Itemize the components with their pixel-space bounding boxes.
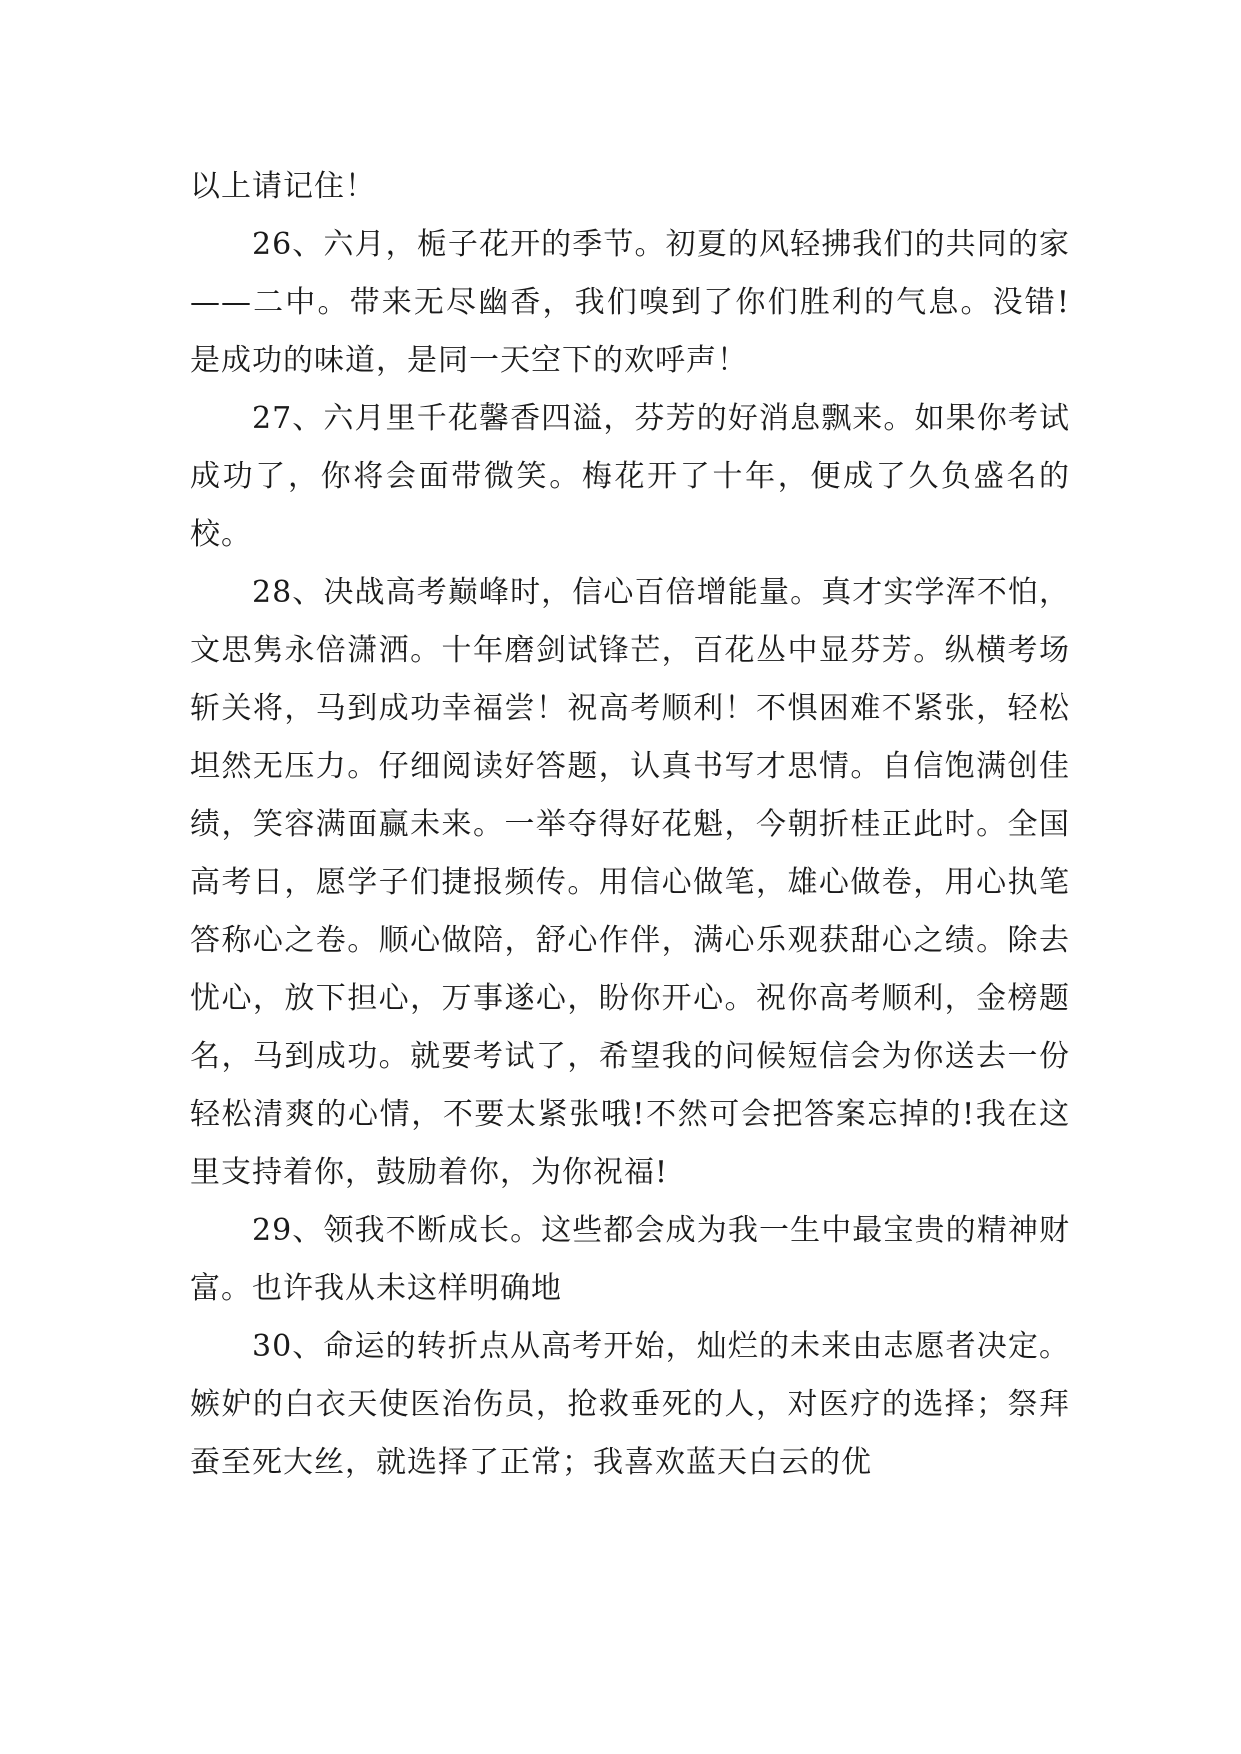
paragraph-closing-line: 以上请记住！ (190, 169, 376, 204)
paragraph-item-29: 29、领我不断成长。这些都会成为我一生中最宝贵的精神财富。也许我从未这样明确地 (190, 1213, 1070, 1306)
paragraph-item-27: 27、六月里千花馨香四溢，芬芳的好消息飘来。如果你考试成功了，你将会面带微笑。梅花开了十年，便成了久负盛名的校。 (190, 401, 1070, 552)
paragraph-item-28: 28、决战高考巅峰时，信心百倍增能量。真才实学浑不怕，文思隽永倍潇洒。十年磨剑试锋芒，百花丛中显芬芳。纵横考场斩关将，马到成功幸福尝！祝高考顺利！不惧困难不紧张，轻松坦然无压力。仔细阅读好答题，认真书写才思情。自信饱满创佳绩，笑容满面赢未来。一举夺得好花魁，今朝折桂正此时。全国高考日，愿学子们捷报频传。用信心做笔，雄心做卷，用心执笔答称心之卷。顺心做陪，舒心作伴，满心乐观获甜心之绩。除去忧心，放下担心，万事遂心，盼你开心。祝你高考顺利，金榜题名，马到成功。就要考试了，希望我的问候短信会为你送去一份轻松清爽的心情，不要太紧张哦!不然可会把答案忘掉的!我在这里支持着你，鼓励着你，为你祝福! (190, 575, 1070, 1190)
paragraph-item-26: 26、六月，栀子花开的季节。初夏的风轻拂我们的共同的家——二中。带来无尽幽香，我们嗅到了你们胜利的气息。没错!是成功的味道，是同一天空下的欢呼声！ (190, 227, 1070, 378)
document-body (190, 158, 1070, 1492)
paragraph-item-30: 30、命运的转折点从高考开始，灿烂的未来由志愿者决定。嫉妒的白衣天使医治伤员，抢救垂死的人，对医疗的选择；祭拜蚕至死大丝，就选择了正常；我喜欢蓝天白云的优 (190, 1329, 1070, 1480)
